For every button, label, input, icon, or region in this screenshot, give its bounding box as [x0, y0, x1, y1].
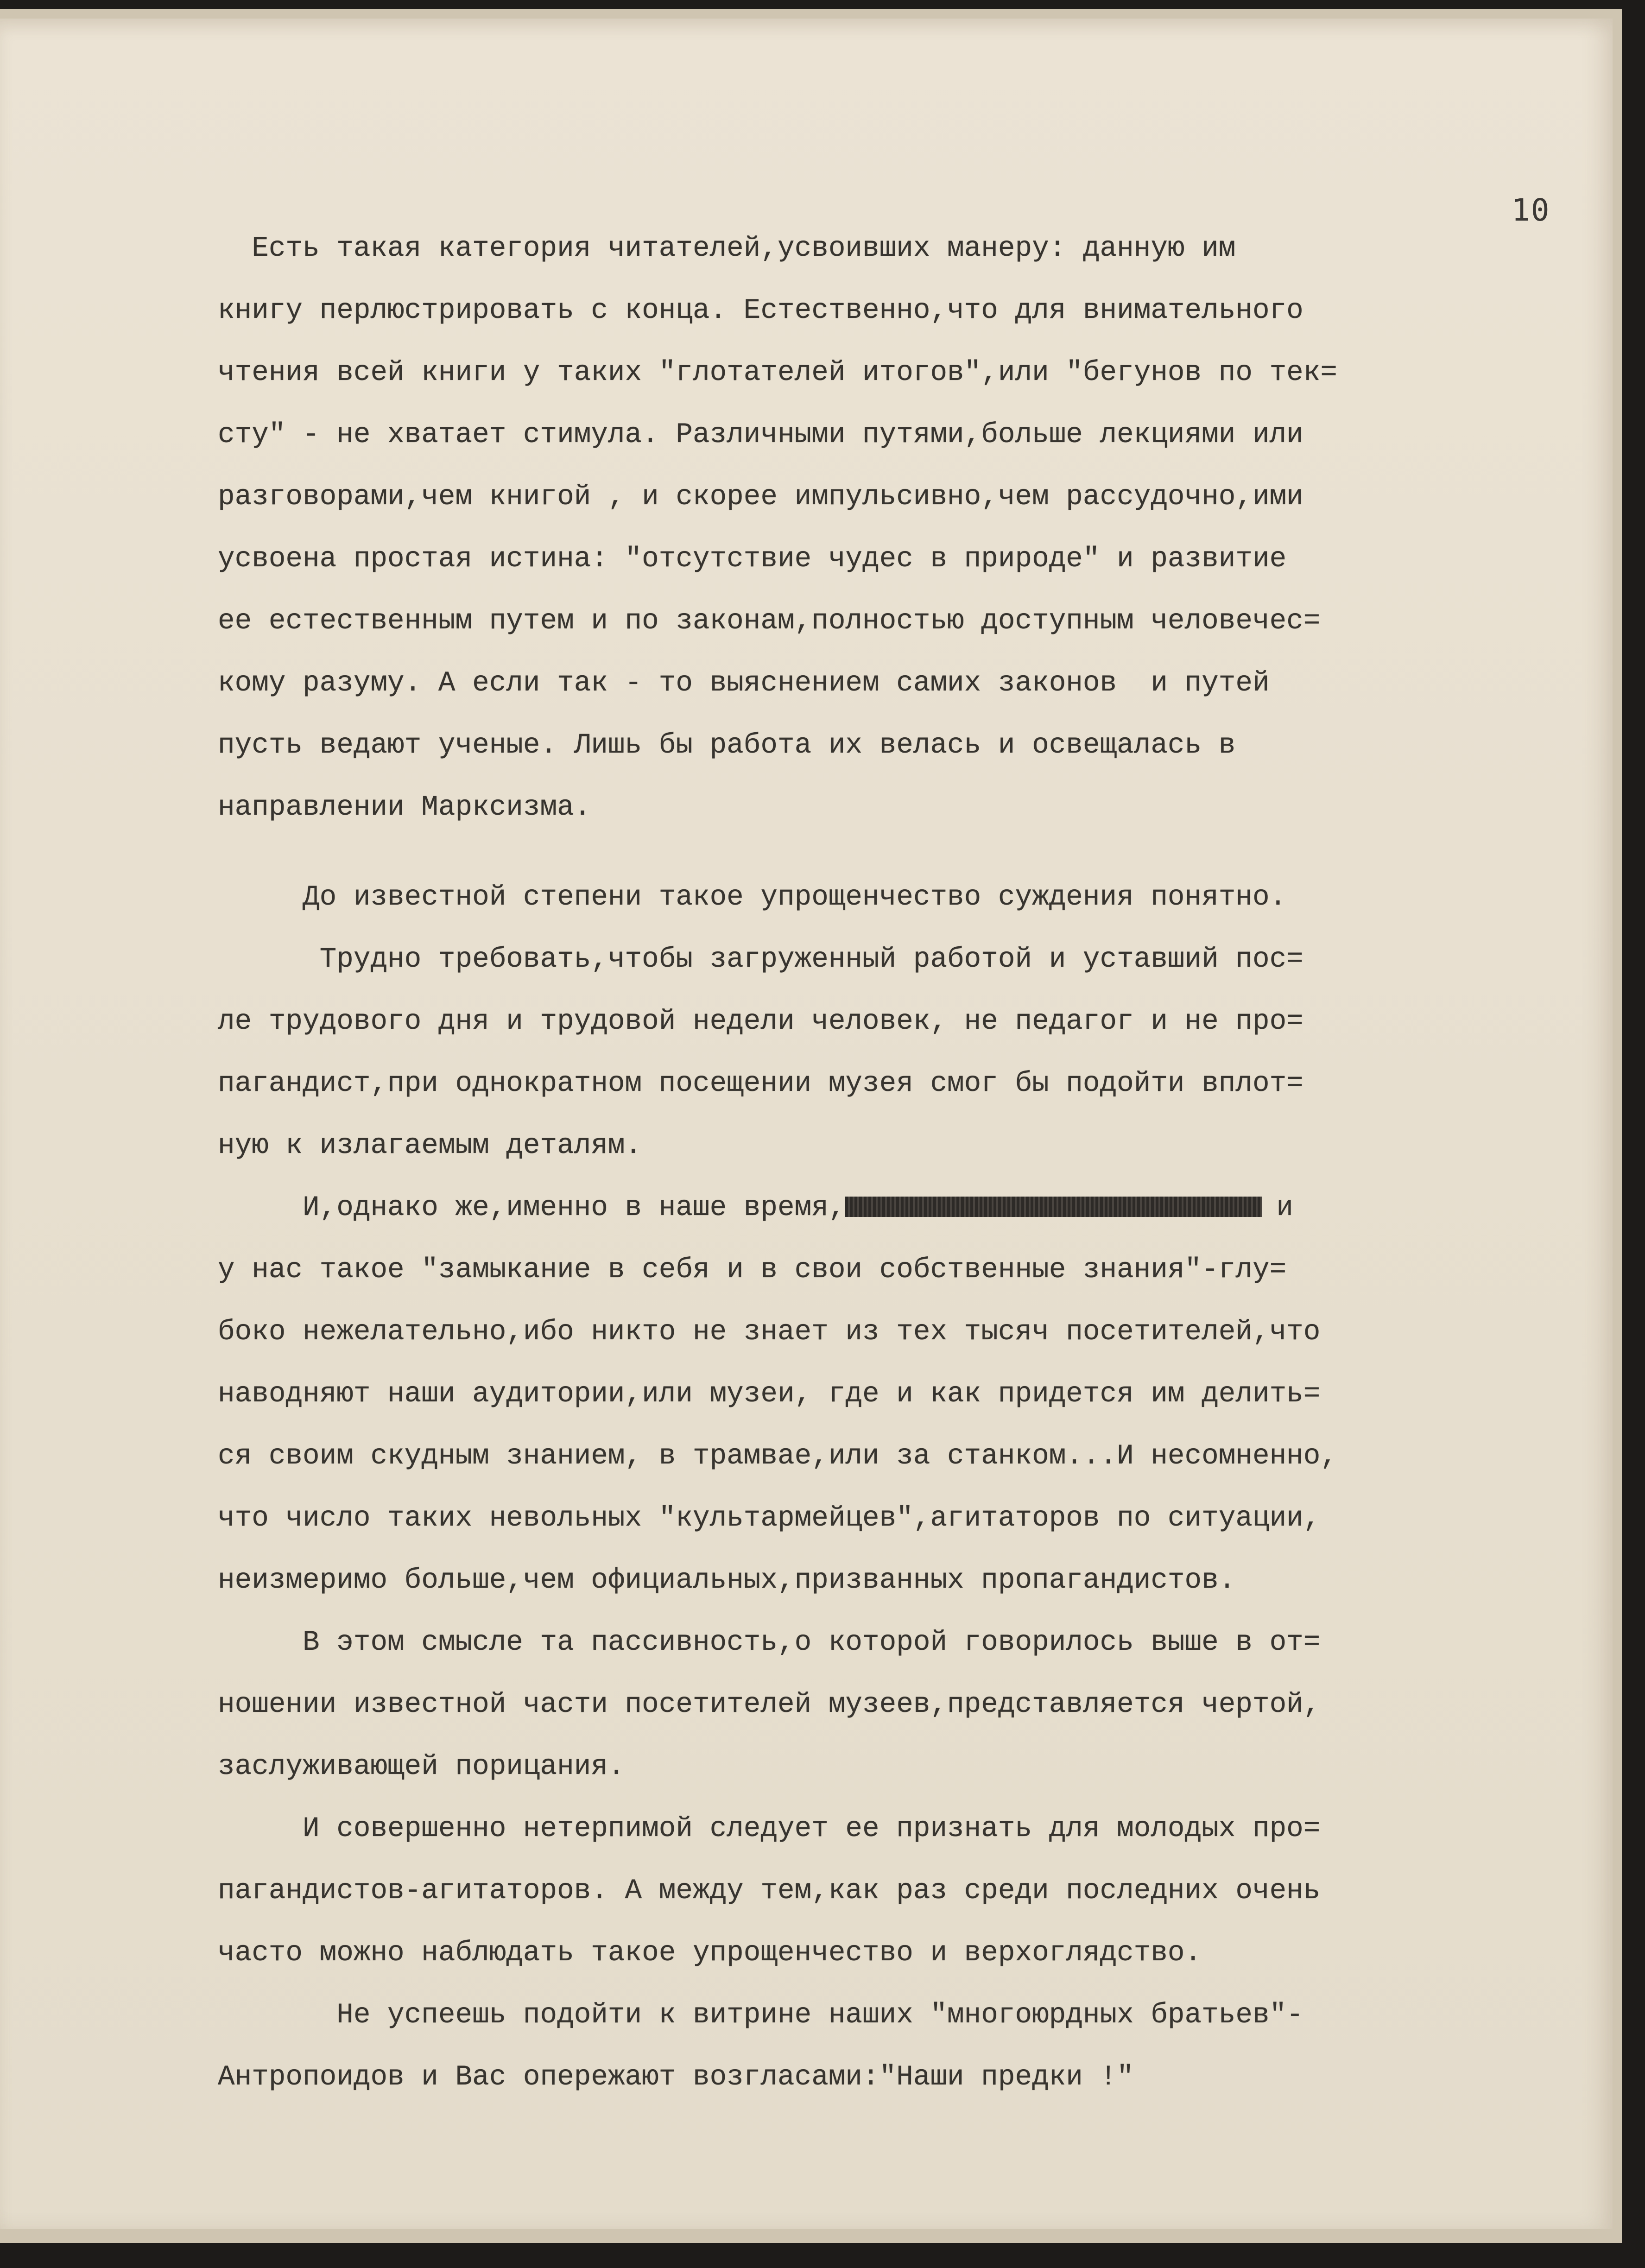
text-line: В этом смысле та пассивность,о которой говорилось выше в от= — [218, 1627, 1321, 1659]
text-line: разговорами,чем книгой , и скорее импульсивно,чем рассудочно,ими — [218, 481, 1303, 513]
text-line: наводняют наши аудитории,или музеи, где и как придется им делить= — [218, 1378, 1321, 1410]
text-line: книгу перлюстрировать с конца. Естественно,что для внимательного — [218, 295, 1303, 327]
text-line: чтения всей книги у таких "глотателей итогов",или "бегунов по тек= — [218, 357, 1337, 389]
text-line: кому разуму. А если так - то выяснением самих законов и путей — [218, 667, 1270, 699]
text-line: боко нежелательно,ибо никто не знает из тех тысяч посетителей,что — [218, 1316, 1321, 1348]
text-line: ле трудового дня и трудовой недели человек, не педагог и не про= — [218, 1006, 1303, 1038]
text-line: Не успеешь подойти к витрине наших "многоюрдных братьев"- — [218, 1999, 1303, 2031]
text-line: пагандистов-агитаторов. А между тем,как раз среди последних очень — [218, 1875, 1321, 1907]
text-line: пагандист,при однократном посещении музея смог бы подойти вплот= — [218, 1068, 1303, 1100]
text-line: ную к излагаемым деталям. — [218, 1130, 642, 1162]
document-body — [218, 218, 1589, 2109]
page-number: 10 — [1512, 192, 1550, 228]
text-line: И совершенно нетерпимой следует ее признать для молодых про= — [218, 1813, 1321, 1845]
text-line: что число таких невольных "культармейцев",агитаторов по ситуации, — [218, 1502, 1321, 1534]
text-fragment: И,однако же,именно в наше время, — [218, 1192, 846, 1224]
text-line: заслуживающей порицания. — [218, 1751, 625, 1783]
text-fragment: и — [1276, 1192, 1294, 1224]
text-line: пусть ведают ученые. Лишь бы работа их велась и освещалась в — [218, 729, 1236, 761]
text-line: ся своим скудным знанием, в трамвае,или за станком...И несомненно, — [218, 1440, 1337, 1472]
text-line: у нас такое "замыкание в себя и в свои собственные знания"-глу= — [218, 1254, 1287, 1286]
text-line: До известной степени такое упрощенчество суждения понятно. — [218, 881, 1287, 913]
text-line: ее естественным путем и по законам,полностью доступным человечес= — [218, 605, 1321, 637]
text-line: часто можно наблюдать такое упрощенчество и верхоглядство. — [218, 1937, 1202, 1969]
text-line: Есть такая категория читателей,усвоивших манеру: данную им — [218, 233, 1236, 265]
text-line: направлении Марксизма. — [218, 792, 591, 824]
paragraph-gap — [218, 839, 1589, 867]
text-line: сту" - не хватает стимула. Различными путями,больше лекциями или — [218, 419, 1303, 451]
text-line-with-strikeout — [218, 1177, 1589, 1239]
struck-out-text — [845, 1197, 1262, 1217]
text-line: усвоена простая истина: "отсутствие чудес в природе" и развитие — [218, 543, 1287, 575]
text-line: ношении известной части посетителей музеев,представляется чертой, — [218, 1689, 1321, 1721]
text-line: Антропоидов и Вас опережают возгласами:"Наши предки !" — [218, 2061, 1134, 2093]
text-line: Трудно требовать,чтобы загруженный работой и уставший пос= — [218, 944, 1303, 976]
text-line: неизмеримо больше,чем официальных,призванных пропагандистов. — [218, 1565, 1236, 1596]
